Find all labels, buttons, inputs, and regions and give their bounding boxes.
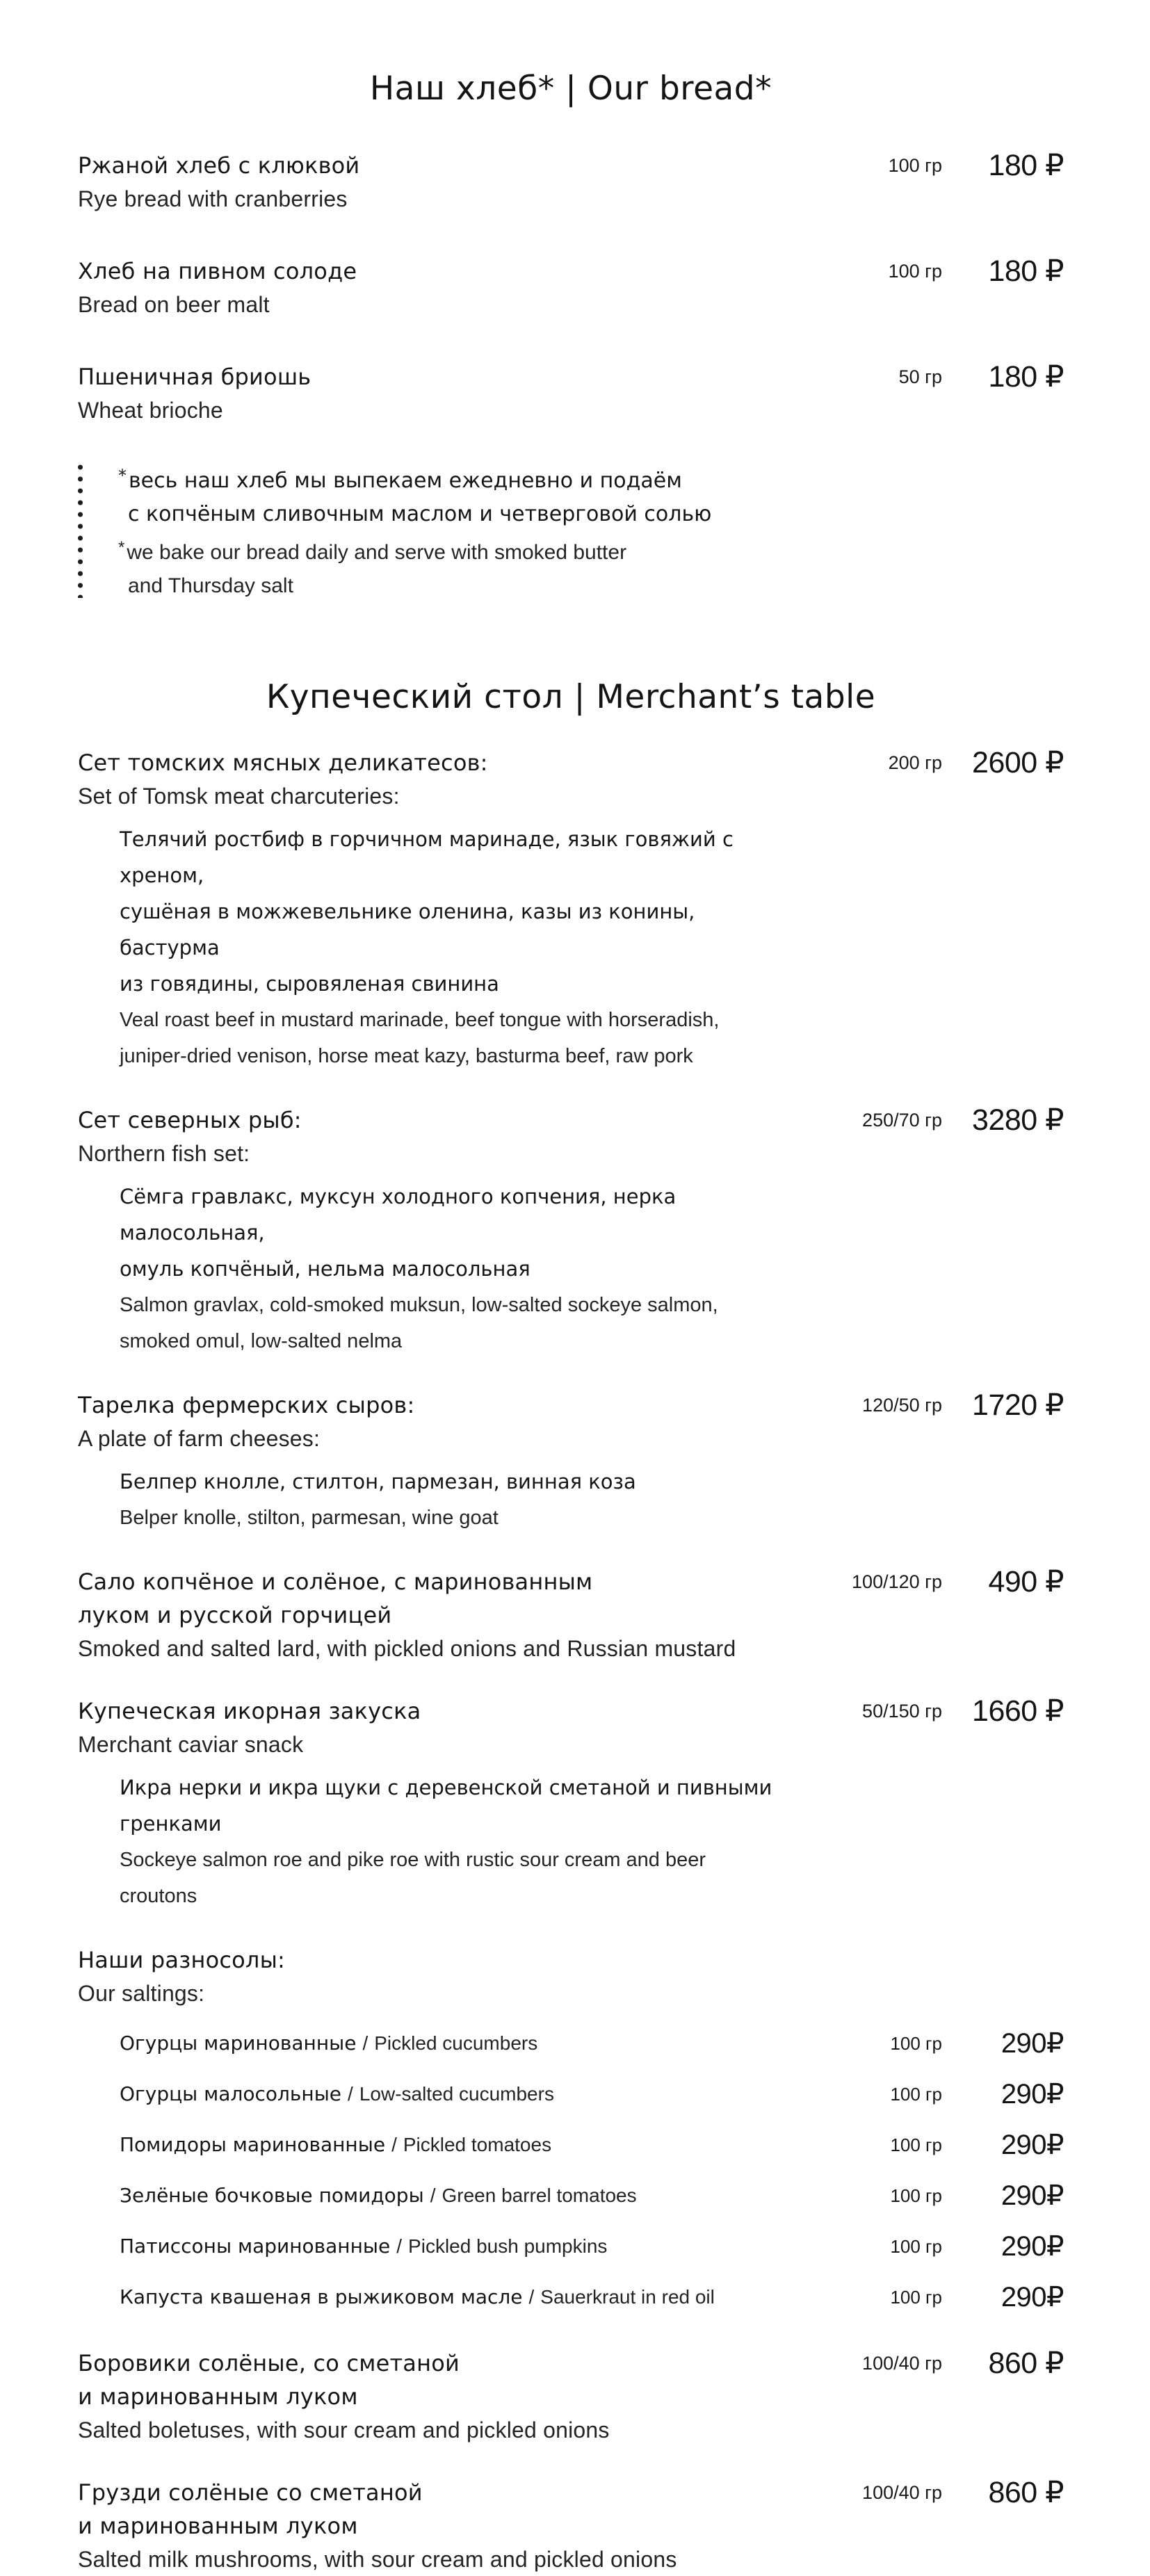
item-name-ru: Грузди солёные со сметаной xyxy=(78,2479,423,2506)
item-name-block xyxy=(78,1565,782,1665)
item-name-ru: Сет северных рыб: xyxy=(78,1107,302,1133)
item-name-en: Salted boletuses, with sour cream and pickled onions xyxy=(78,2417,610,2443)
menu-item-farm-cheese-plate xyxy=(78,1388,1064,1536)
salting-name xyxy=(78,2027,782,2064)
description-line-ru: из говядины, сыровяленая свинина xyxy=(120,972,499,996)
item-name-en: Merchant caviar snack xyxy=(78,1732,304,1757)
item-description xyxy=(120,821,782,1074)
item-price: 290₽ xyxy=(1001,2282,1064,2312)
menu-item-beer-malt-bread xyxy=(78,254,1064,321)
item-name-block xyxy=(78,1103,782,1359)
item-price: 290₽ xyxy=(1001,2180,1064,2211)
item-price: 1660 ₽ xyxy=(972,1694,1064,1728)
salting-name-en: Sauerkraut in red oil xyxy=(540,2286,715,2308)
item-name-en: Rye bread with cranberries xyxy=(78,186,348,211)
item-weight: 100/120 гр xyxy=(852,1571,942,1592)
item-name-ru: Ржаной хлеб с клюквой xyxy=(78,152,360,179)
slash-separator: / xyxy=(362,2032,369,2054)
item-weight: 120/50 гр xyxy=(862,1395,942,1416)
item-price: 290₽ xyxy=(1001,2130,1064,2160)
menu-item-meat-charcuterie-set xyxy=(78,746,1064,1074)
salting-row-pickled-tomatoes xyxy=(78,2128,1064,2165)
item-name-en: Set of Tomsk meat charcuteries: xyxy=(78,784,400,809)
item-name-en: Northern fish set: xyxy=(78,1141,250,1166)
item-price: 290₽ xyxy=(1001,2079,1064,2109)
menu-item-wheat-brioche xyxy=(78,360,1064,427)
item-price: 860 ₽ xyxy=(988,2476,1064,2509)
item-name-block xyxy=(78,1388,782,1536)
menu-item-rye-bread xyxy=(78,149,1064,216)
item-price: 1720 ₽ xyxy=(972,1388,1064,1422)
note-line xyxy=(118,459,1064,498)
description-line-ru: сушёная в можжевельнике оленина, казы из конины, бастурма xyxy=(120,900,695,959)
item-price: 290₽ xyxy=(1001,2028,1064,2059)
section-title-bread: Наш хлеб* | Our bread* xyxy=(369,70,772,108)
item-name-ru: Сало копчёное и солёное, с маринованным xyxy=(78,1569,593,1595)
salting-name xyxy=(78,2281,782,2317)
note-text: we bake our bread daily and serve with smoked butter xyxy=(127,541,627,564)
description-line-en: smoked omul, low-salted nelma xyxy=(120,1330,403,1352)
item-name-en: Salted milk mushrooms, with sour cream and pickled onions xyxy=(78,2547,677,2572)
item-weight: 250/70 гр xyxy=(862,1110,942,1131)
item-name-ru-line2: и маринованным луком xyxy=(78,2383,358,2410)
salting-name-ru: Зелёные бочковые помидоры xyxy=(120,2184,424,2207)
description-line-ru: Сёмга гравлакс, муксун холодного копчения, нерка малосольная, xyxy=(120,1185,677,1245)
item-name-ru: Сет томских мясных деликатесов: xyxy=(78,750,488,776)
slash-separator: / xyxy=(348,2083,353,2105)
salting-name-en: Pickled cucumbers xyxy=(374,2032,538,2054)
item-name-ru: Хлеб на пивном солоде xyxy=(78,258,357,284)
salting-name xyxy=(78,2128,782,2165)
description-line-ru: Белпер кнолле, стилтон, пармезан, винная коза xyxy=(120,1470,636,1493)
description-line-ru: Икра нерки и икра щуки с деревенской сметаной и пивными гренками xyxy=(120,1776,772,1836)
item-weight: 100 гр xyxy=(890,2134,942,2155)
salting-name xyxy=(78,2179,782,2216)
slash-separator: / xyxy=(528,2286,535,2308)
item-weight: 100 гр xyxy=(890,2185,942,2206)
item-weight: 200 гр xyxy=(888,752,942,773)
item-name-en: Bread on beer malt xyxy=(78,292,270,317)
item-name-en: Wheat brioche xyxy=(78,398,223,423)
item-description xyxy=(120,1464,782,1536)
item-name-ru: Наши разносолы: xyxy=(78,1947,286,1973)
saltings-list xyxy=(78,2027,1064,2317)
salting-name xyxy=(78,2077,782,2114)
item-price: 2600 ₽ xyxy=(972,746,1064,779)
item-weight: 50 гр xyxy=(898,366,942,387)
salting-name-ru: Патиссоны маринованные xyxy=(120,2235,391,2258)
item-weight: 50/150 гр xyxy=(862,1701,942,1722)
salting-name-ru: Огурцы малосольные xyxy=(120,2082,342,2105)
salting-row-low-salted-cucumbers xyxy=(78,2077,1064,2114)
item-weight: 100/40 гр xyxy=(862,2353,942,2374)
item-name-block xyxy=(78,1943,1064,2010)
description-line-ru: Телячий ростбиф в горчичном маринаде, язык говяжий с хреном, xyxy=(120,827,734,887)
dotted-asterisk-icon: * xyxy=(118,538,125,557)
item-weight: 100 гр xyxy=(890,2033,942,2054)
salting-name-en: Green barrel tomatoes xyxy=(442,2185,637,2206)
menu-item-merchant-caviar-snack xyxy=(78,1694,1064,1914)
item-name-en: Smoked and salted lard, with pickled onions and Russian mustard xyxy=(78,1636,736,1661)
slash-separator: / xyxy=(396,2235,403,2257)
item-name-block xyxy=(78,254,782,321)
salting-row-pickled-bush-pumpkins xyxy=(78,2230,1064,2267)
item-price: 860 ₽ xyxy=(988,2347,1064,2380)
salting-name-ru: Помидоры маринованные xyxy=(120,2133,386,2156)
bread-note xyxy=(78,459,1064,603)
item-weight: 100 гр xyxy=(890,2287,942,2308)
description-line-en: Sockeye salmon roe and pike roe with rustic sour cream and beer croutons xyxy=(120,1849,706,1907)
salting-name xyxy=(78,2230,782,2267)
item-name-block xyxy=(78,746,782,1074)
item-name-en: A plate of farm cheeses: xyxy=(78,1426,321,1451)
note-line xyxy=(118,531,1064,569)
item-name-ru: Боровики солёные, со сметаной xyxy=(78,2350,460,2376)
salting-name-ru: Капуста квашеная в рыжиковом масле xyxy=(120,2285,523,2308)
item-name-ru-line2: луком и русской горчицей xyxy=(78,1602,392,1628)
salting-row-green-barrel-tomatoes xyxy=(78,2179,1064,2216)
item-name-ru: Тарелка фермерских сыров: xyxy=(78,1392,415,1418)
description-line-en: juniper-dried venison, horse meat kazy, basturma beef, raw pork xyxy=(120,1045,693,1067)
description-line-en: Salmon gravlax, cold-smoked muksun, low-salted sockeye salmon, xyxy=(120,1294,718,1316)
salting-row-pickled-cucumbers xyxy=(78,2027,1064,2064)
item-name-ru: Купеческая икорная закуска xyxy=(78,1698,421,1724)
item-description xyxy=(120,1178,782,1359)
description-line-en: Veal roast beef in mustard marinade, beef tongue with horseradish, xyxy=(120,1009,720,1031)
item-description xyxy=(120,1769,782,1914)
item-name-block xyxy=(78,2476,782,2576)
item-price: 180 ₽ xyxy=(988,254,1064,288)
salting-name-en: Pickled tomatoes xyxy=(403,2134,552,2155)
item-weight: 100 гр xyxy=(888,155,942,176)
salting-name-ru: Огурцы маринованные xyxy=(120,2032,357,2055)
item-price: 180 ₽ xyxy=(988,360,1064,394)
note-line: с копчёным сливочным маслом и четверговой солью xyxy=(128,502,712,526)
salting-name-en: Pickled bush pumpkins xyxy=(408,2235,608,2257)
menu-item-salted-boletuses xyxy=(78,2347,1064,2447)
item-name-block xyxy=(78,149,782,216)
menu-item-salted-milk-mushrooms xyxy=(78,2476,1064,2576)
slash-separator: / xyxy=(430,2185,436,2206)
description-line-en: Belper knolle, stilton, parmesan, wine goat xyxy=(120,1507,499,1529)
note-line: and Thursday salt xyxy=(128,574,293,597)
item-name-block xyxy=(78,360,782,427)
slash-separator: / xyxy=(391,2134,397,2155)
dotted-asterisk-icon: * xyxy=(118,466,127,485)
item-name-ru-line2: и маринованным луком xyxy=(78,2513,358,2539)
description-line-ru: омуль копчёный, нельма малосольная xyxy=(120,1257,531,1281)
item-weight: 100 гр xyxy=(890,2084,942,2105)
menu-item-smoked-salted-lard xyxy=(78,1565,1064,1665)
salting-name-en: Low-salted cucumbers xyxy=(359,2083,554,2105)
item-weight: 100 гр xyxy=(890,2236,942,2257)
item-name-block xyxy=(78,1694,782,1914)
menu-item-our-saltings-header xyxy=(78,1943,1064,2010)
item-weight: 100/40 гр xyxy=(862,2482,942,2503)
item-name-ru: Пшеничная бриошь xyxy=(78,364,311,390)
item-price: 180 ₽ xyxy=(988,149,1064,182)
item-price: 3280 ₽ xyxy=(972,1103,1064,1137)
item-price: 290₽ xyxy=(1001,2231,1064,2262)
salting-row-sauerkraut xyxy=(78,2281,1064,2317)
item-name-block xyxy=(78,2347,782,2447)
menu-item-northern-fish-set xyxy=(78,1103,1064,1359)
item-name-en: Our saltings: xyxy=(78,1981,205,2006)
item-price: 490 ₽ xyxy=(988,1565,1064,1598)
note-text: весь наш хлеб мы выпекаем ежедневно и подаём xyxy=(129,469,682,493)
section-title-merchant-table: Купеческий стол | Merchant’s table xyxy=(266,678,876,716)
item-weight: 100 гр xyxy=(888,261,942,282)
